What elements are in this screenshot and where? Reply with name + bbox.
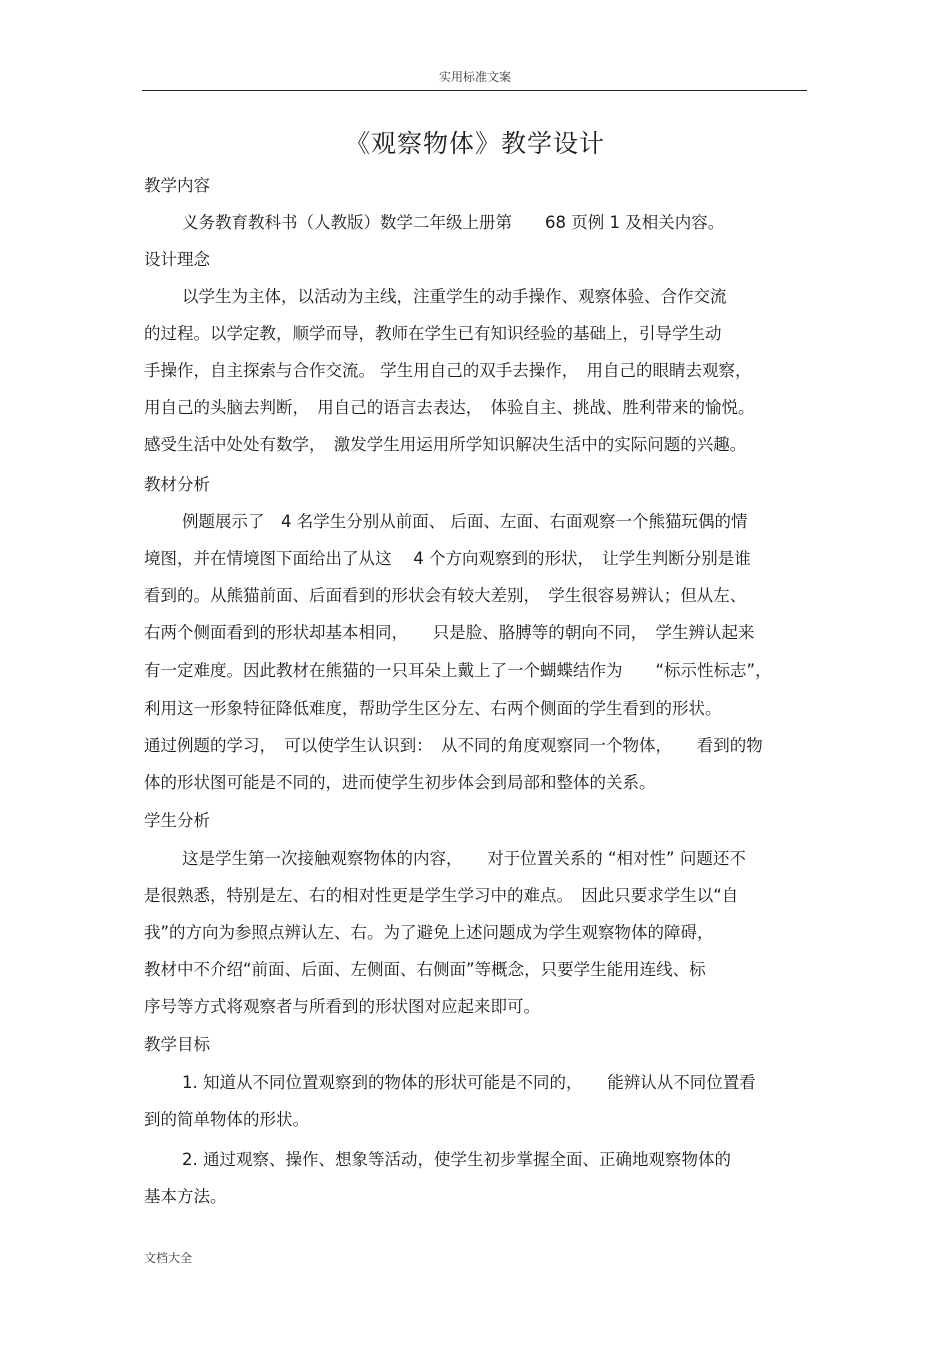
paragraph-line: 到的简单物体的形状。 — [144, 1110, 309, 1129]
paragraph-line: 有一定难度。因此教材在熊猫的一只耳朵上戴上了一个蝴蝶结作为 “标示性标志”， — [144, 661, 772, 680]
paragraph-line: 手操作，自主探索与合作交流。 学生用自己的双手去操作， 用自己的眼睛去观察， — [144, 361, 752, 380]
paragraph-line: 基本方法。 — [144, 1187, 227, 1206]
page-header: 实用标准文案 — [438, 70, 511, 84]
paragraph-line: 感受生活中处处有数学， 激发学生用运用所学知识解决生活中的实际问题的兴趣。 — [144, 435, 747, 454]
paragraph-line: 境图，并在情境图下面给出了从这 4 个方向观察到的形状， 让学生判断分别是谁 — [144, 549, 751, 568]
paragraph-line: 这是学生第一次接触观察物体的内容， 对于位置关系的 “相对性” 问题还不 — [182, 849, 746, 868]
paragraph-line: 利用这一形象特征降低难度，帮助学生区分左、右两个侧面的学生看到的形状。 — [144, 699, 722, 718]
paragraph-line: 例题展示了 4 名学生分别从前面、 后面、左面、右面观察一个熊猫玩偶的情 — [182, 512, 748, 531]
paragraph-line: 是很熟悉，特别是左、右的相对性更是学生学习中的难点。 因此只要求学生以“自 — [144, 886, 739, 905]
paragraph-line: 通过例题的学习， 可以使学生认识到： 从不同的角度观察同一个物体， 看到的物 — [144, 736, 763, 755]
paragraph-line: 2. 通过观察、操作、想象等活动，使学生初步掌握全面、正确地观察物体的 — [182, 1150, 731, 1169]
document-title: 《观察物体》教学设计 — [344, 129, 605, 158]
heading-content: 教学内容 — [144, 176, 210, 195]
paragraph-line: 看到的。从熊猫前面、后面看到的形状会有较大差别， 学生很容易辨认；但从左、 — [144, 586, 747, 605]
page-footer: 文档大全 — [144, 1251, 193, 1265]
paragraph-line: 教材中不介绍“前面、后面、左侧面、右侧面”等概念，只要学生能用连线、标 — [144, 960, 706, 979]
paragraph-line: 我”的方向为参照点辨认左、右。为了避免上述问题成为学生观察物体的障碍， — [144, 923, 714, 942]
paragraph-line: 右两个侧面看到的形状却基本相同， 只是脸、胳膊等的朝向不同， 学生辨认起来 — [144, 623, 755, 642]
paragraph-line: 序号等方式将观察者与所看到的形状图对应起来即可。 — [144, 997, 540, 1016]
paragraph-line: 义务教育教科书（人教版）数学二年级上册第 68 页例 1 及相关内容。 — [182, 213, 725, 232]
paragraph-line: 体的形状图可能是不同的，进而使学生初步体会到局部和整体的关系。 — [144, 773, 656, 792]
paragraph-line: 的过程。以学定教，顺学而导，教师在学生已有知识经验的基础上，引导学生动 — [144, 324, 722, 343]
paragraph-line: 以学生为主体，以活动为主线，注重学生的动手操作、观察体验、合作交流 — [182, 287, 727, 306]
heading-material: 教材分析 — [144, 475, 210, 494]
heading-concept: 设计理念 — [144, 250, 210, 269]
header-rule — [142, 90, 807, 91]
heading-goals: 教学目标 — [144, 1035, 210, 1054]
paragraph-line: 1. 知道从不同位置观察到的物体的形状可能是不同的， 能辨认从不同位置看 — [182, 1073, 756, 1092]
paragraph-line: 用自己的头脑去判断， 用自己的语言去表达， 体验自主、挑战、胜利带来的愉悦。 — [144, 398, 755, 417]
heading-students: 学生分析 — [144, 811, 210, 830]
